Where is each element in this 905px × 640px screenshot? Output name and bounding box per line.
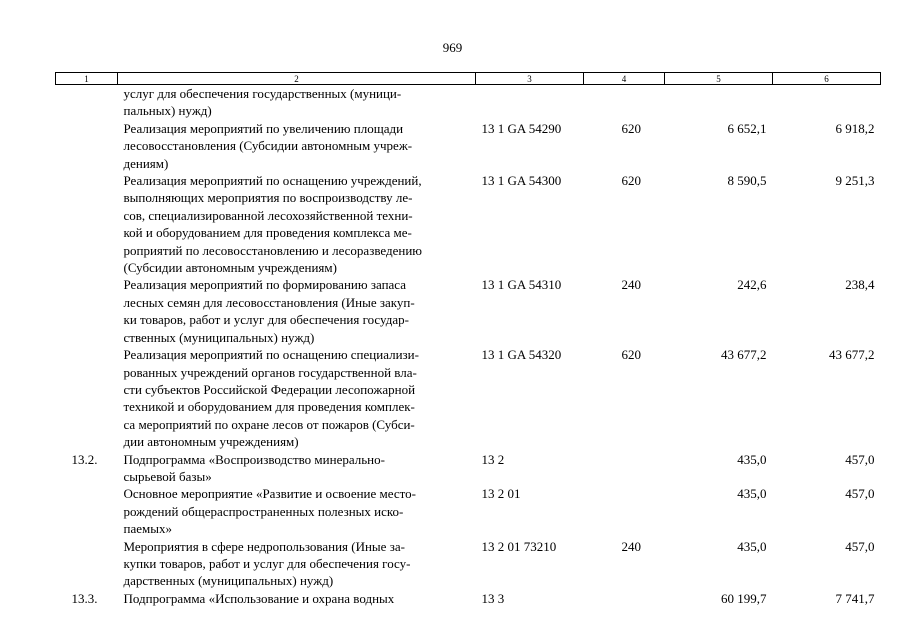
row-name <box>118 485 476 537</box>
row-name <box>118 276 476 346</box>
row-name-line: рождений общераспространенных полезных иско- <box>123 503 404 519</box>
row-expense-type: 620 <box>621 120 641 136</box>
row-value-col5: 6 652,1 <box>727 120 767 136</box>
table-row <box>56 172 881 276</box>
table-body <box>56 85 881 608</box>
row-name-line: Основное мероприятие «Развитие и освоение место- <box>123 486 416 502</box>
row-name-line: Мероприятия в сфере недропользования (Иные за- <box>123 538 405 554</box>
row-name-line: паемых» <box>123 521 172 537</box>
header-row <box>56 73 881 85</box>
row-code: 13 2 <box>481 451 505 467</box>
row-name-line: (Субсидии автономным учреждениям) <box>123 260 337 276</box>
table-row <box>56 451 881 486</box>
row-expense-type: 240 <box>621 538 641 554</box>
row-number <box>56 538 118 590</box>
row-value-col6: 457,0 <box>845 486 875 502</box>
row-code: 13 1 GA 54320 <box>481 347 562 363</box>
row-name-line: Реализация мероприятий по формированию запаса <box>123 277 406 293</box>
row-name-line: Реализация мероприятий по увеличению площади <box>123 120 404 136</box>
table-row <box>56 485 881 537</box>
table-row <box>56 346 881 450</box>
row-name-line: Реализация мероприятий по оснащению специализи- <box>123 347 419 363</box>
row-name <box>118 538 476 590</box>
row-value-col6: 6 918,2 <box>835 120 875 136</box>
row-expense-type <box>584 451 665 486</box>
row-name-line: роприятий по лесовосстановлению и лесоразведению <box>123 242 423 258</box>
row-number <box>56 485 118 537</box>
row-value-col5: 435,0 <box>737 486 767 502</box>
row-value-col6: 43 677,2 <box>829 347 875 363</box>
row-expense-type <box>584 485 665 537</box>
row-name <box>118 172 476 276</box>
row-name-line: Подпрограмма «Воспроизводство минерально- <box>123 451 385 467</box>
row-expense-type <box>584 85 665 120</box>
row-code: 13 1 GA 54290 <box>481 120 562 136</box>
table-row <box>56 590 881 607</box>
row-name-line: Реализация мероприятий по оснащению учреждений, <box>123 173 422 189</box>
row-value-col5 <box>665 85 773 120</box>
row-name-line: сов, специализированной лесохозяйственной техни- <box>123 207 413 223</box>
row-value-col6: 9 251,3 <box>835 173 875 189</box>
header-col-6: 6 <box>773 73 881 85</box>
row-number: 13.2. <box>71 451 98 467</box>
row-number <box>56 276 118 346</box>
row-value-col6: 7 741,7 <box>835 590 875 606</box>
row-number <box>56 85 118 120</box>
row-expense-type <box>584 590 665 607</box>
row-code: 13 3 <box>481 590 505 606</box>
table-header <box>56 73 881 85</box>
row-code: 13 1 GA 54300 <box>481 173 562 189</box>
header-col-1: 1 <box>56 73 118 85</box>
row-name-line: сырьевой базы» <box>123 468 212 484</box>
row-name-line: ки товаров, работ и услуг для обеспечения государ- <box>123 312 409 328</box>
row-name-line: ственных (муниципальных) нужд) <box>123 329 315 345</box>
row-name-line: лесных семян для лесовосстановления (Иные закуп- <box>123 294 415 310</box>
row-value-col5: 242,6 <box>737 277 767 293</box>
row-name-line: дии автономным учреждениям) <box>123 434 299 450</box>
row-name <box>118 120 476 172</box>
header-col-2: 2 <box>118 73 476 85</box>
row-value-col5: 8 590,5 <box>727 173 767 189</box>
header-col-4: 4 <box>584 73 665 85</box>
row-name <box>118 85 476 120</box>
row-value-col6 <box>773 85 881 120</box>
row-name <box>118 590 476 607</box>
budget-table <box>55 72 881 607</box>
header-col-3: 3 <box>476 73 584 85</box>
row-code: 13 2 01 73210 <box>481 538 557 554</box>
header-col-5: 5 <box>665 73 773 85</box>
row-value-col5: 435,0 <box>737 451 767 467</box>
row-name-line: дарственных (муниципальных) нужд) <box>123 573 334 589</box>
row-name-line: купки товаров, работ и услуг для обеспечения госу- <box>123 555 411 571</box>
row-name <box>118 346 476 450</box>
row-name <box>118 451 476 486</box>
row-value-col5: 43 677,2 <box>721 347 767 363</box>
row-name-line: пальных) нужд) <box>123 103 212 119</box>
row-name-line: дениям) <box>123 155 169 171</box>
row-value-col6: 238,4 <box>845 277 875 293</box>
row-name-line: лесовосстановления (Субсидии автономным учреж- <box>123 138 413 154</box>
row-expense-type: 620 <box>621 173 641 189</box>
row-name-line: кой и оборудованием для проведения комплекса ме- <box>123 225 412 241</box>
table-row <box>56 120 881 172</box>
row-name-line: сти субъектов Российской Федерации лесопожарной <box>123 381 416 397</box>
row-value-col6: 457,0 <box>845 538 875 554</box>
table-row <box>56 85 881 120</box>
row-name-line: услуг для обеспечения государственных (муници- <box>123 86 402 101</box>
row-code <box>476 85 584 120</box>
row-expense-type: 240 <box>621 277 641 293</box>
row-code: 13 1 GA 54310 <box>481 277 562 293</box>
row-number <box>56 120 118 172</box>
row-code: 13 2 01 <box>481 486 521 502</box>
row-value-col5: 60 199,7 <box>721 590 767 606</box>
row-number: 13.3. <box>71 590 98 606</box>
page-number: 969 <box>442 40 463 55</box>
row-number <box>56 346 118 450</box>
row-value-col5: 435,0 <box>737 538 767 554</box>
row-name-line: техникой и оборудованием для проведения комплек- <box>123 399 415 415</box>
row-name-line: выполняющих мероприятия по воспроизводству ле- <box>123 190 413 206</box>
table-row <box>56 538 881 590</box>
row-name-line: рованных учреждений органов государственной вла- <box>123 364 417 380</box>
row-number <box>56 172 118 276</box>
table-row <box>56 276 881 346</box>
row-expense-type: 620 <box>621 347 641 363</box>
row-name-line: са мероприятий по охране лесов от пожаров (Субси- <box>123 416 415 432</box>
row-name-line: Подпрограмма «Использование и охрана водных <box>123 590 395 606</box>
row-value-col6: 457,0 <box>845 451 875 467</box>
